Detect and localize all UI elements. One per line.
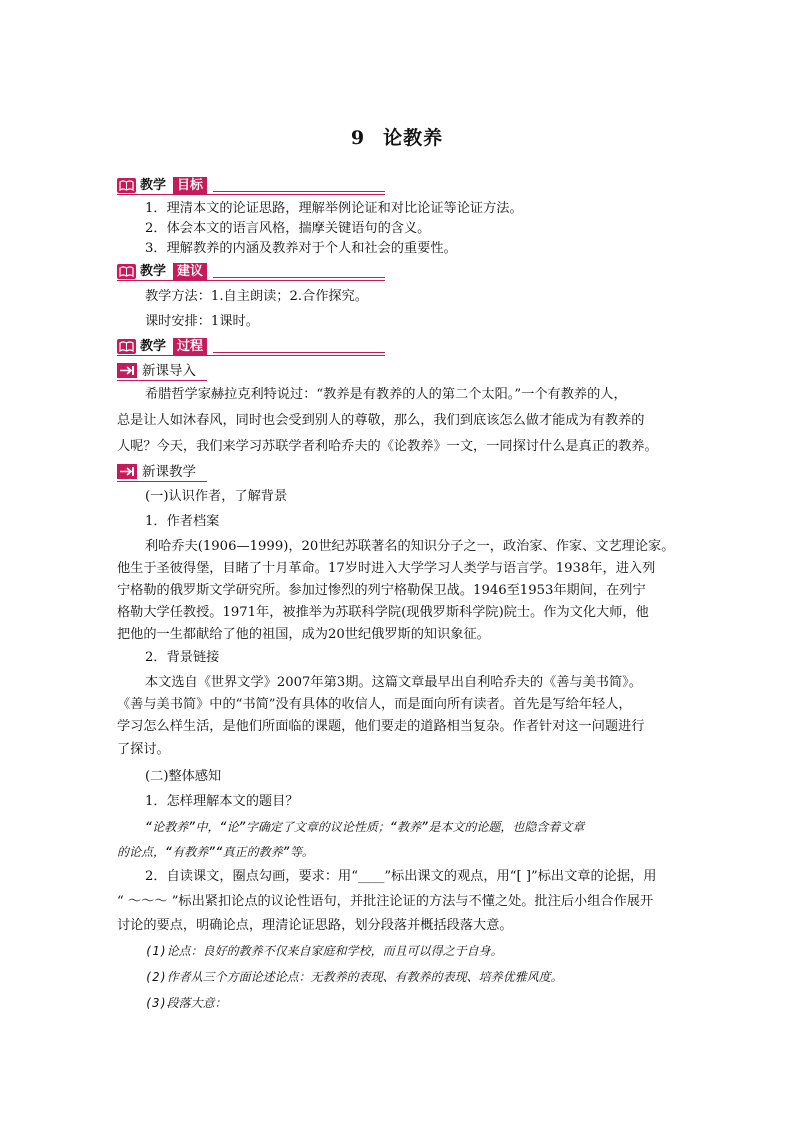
answer-line: (2)作者从三个方面论述论点：无教养的表现、有教养的表现、培养优雅风度。 — [145, 970, 563, 984]
paragraph-line: 把他的一生都献给了他的祖国，成为20世纪俄罗斯的知识象征。 — [117, 627, 490, 642]
goal-item: 1．理清本文的论证思路，理解举例论证和对比论证等论证方法。 — [145, 201, 523, 216]
paragraph-line: 人呢？今天，我们来学习苏联学者利哈乔夫的《论教养》一文，一同探讨什么是真正的教养。 — [117, 439, 658, 454]
section-label-2: 建议 — [173, 263, 207, 281]
section-header-process — [117, 338, 385, 356]
divider — [117, 481, 207, 482]
divider — [213, 277, 385, 278]
question: 1．怎样理解本文的题目？ — [145, 794, 299, 809]
part-heading: (一)认识作者，了解背景 — [145, 489, 288, 504]
section-label-1: 教学 — [140, 264, 167, 279]
paragraph-line: 希腊哲学家赫拉克利特说过：“教养是有教养的人的第二个太阳。”一个有教养的人， — [145, 387, 627, 402]
divider — [213, 352, 385, 353]
answer-line: 的论点，“有教养”“真正的教养”等。 — [117, 845, 314, 859]
arrow-icon — [117, 464, 137, 479]
section-label-1: 教学 — [140, 339, 167, 354]
part-heading: (二)整体感知 — [145, 769, 222, 784]
item-heading: 1．作者档案 — [145, 514, 220, 529]
title-text: 论教养 — [383, 127, 444, 149]
paragraph-line: 了探讨。 — [117, 742, 170, 757]
advice-item: 教学方法：1.自主朗读；2.合作探究。 — [145, 289, 368, 304]
section-label-2: 过程 — [173, 338, 207, 356]
paragraph-line: 学习怎么样生活，是他们所面临的课题，他们要走的道路相当复杂。作者针对这一问题进行 — [117, 719, 645, 734]
subsection-header-intro — [117, 362, 207, 380]
section-header-advice — [117, 263, 385, 281]
book-icon — [117, 178, 136, 193]
divider — [117, 380, 207, 381]
divider — [213, 191, 385, 192]
divider — [117, 280, 385, 281]
section-label-2: 目标 — [173, 177, 207, 195]
goal-item: 2．体会本文的语言风格，揣摩关键语句的含义。 — [145, 221, 431, 236]
goal-item: 3．理解教养的内涵及教养对于个人和社会的重要性。 — [145, 241, 457, 256]
page-title — [0, 123, 794, 150]
answer-line: (3)段落大意： — [145, 996, 227, 1010]
paragraph-line: 总是让人如沐春风，同时也会受到别人的尊敬，那么，我们到底该怎么做才能成为有教养的 — [117, 413, 645, 428]
divider — [117, 355, 385, 356]
subsection-label: 新课导入 — [142, 363, 196, 379]
title-number: 9 — [350, 127, 366, 149]
paragraph-line: 格勒大学任教授。1971年，被推举为苏联科学院(现俄罗斯科学院)院士。作为文化大师，他 — [117, 605, 649, 620]
paragraph-line: 宁格勒的俄罗斯文学研究所。参加过惨烈的列宁格勒保卫战。1946至1953年期间，在列宁 — [117, 583, 646, 598]
paragraph-line: 他生于圣彼得堡，目睹了十月革命。17岁时进入大学学习人类学与语言学。1938年，进入列 — [117, 561, 656, 576]
advice-item: 课时安排：1课时。 — [145, 314, 259, 329]
answer-line: (1)论点：良好的教养不仅来自家庭和学校，而且可以得之于自身。 — [145, 944, 503, 958]
paragraph-line: 《善与美书简》中的“书简”没有具体的收信人，而是面向所有读者。首先是写给年轻人， — [117, 697, 632, 712]
question-line: “ ～～～ ”标出紧扣论点的议论性语句，并批注论证的方法与不懂之处。批注后小组合作展开 — [117, 894, 654, 909]
paragraph-line: 利哈乔夫(1906—1999)，20世纪苏联著名的知识分子之一，政治家、作家、文艺理论家。 — [145, 539, 675, 554]
paragraph-line: 本文选自《世界文学》2007年第3期。这篇文章最早出自利哈乔夫的《善与美书简》。 — [145, 675, 642, 690]
arrow-icon — [117, 363, 137, 378]
book-icon — [117, 264, 136, 279]
answer-line: “论教养”中，“论”字确定了文章的议论性质；“教养”是本文的论题，也隐含着文章 — [145, 820, 585, 834]
book-icon — [117, 339, 136, 354]
question-line: 讨论的要点，明确论点，理清论证思路，划分段落并概括段落大意。 — [117, 918, 513, 933]
section-label-1: 教学 — [140, 178, 167, 193]
section-header-goal — [117, 177, 385, 195]
divider — [117, 194, 385, 195]
question-line: 2．自读课文，圈点勾画，要求：用“____”标出课文的观点，用“[ ]”标出文章的论据，用 — [145, 869, 657, 884]
subsection-header-teach — [117, 463, 207, 481]
subsection-label: 新课教学 — [142, 464, 196, 480]
item-heading: 2．背景链接 — [145, 650, 220, 665]
